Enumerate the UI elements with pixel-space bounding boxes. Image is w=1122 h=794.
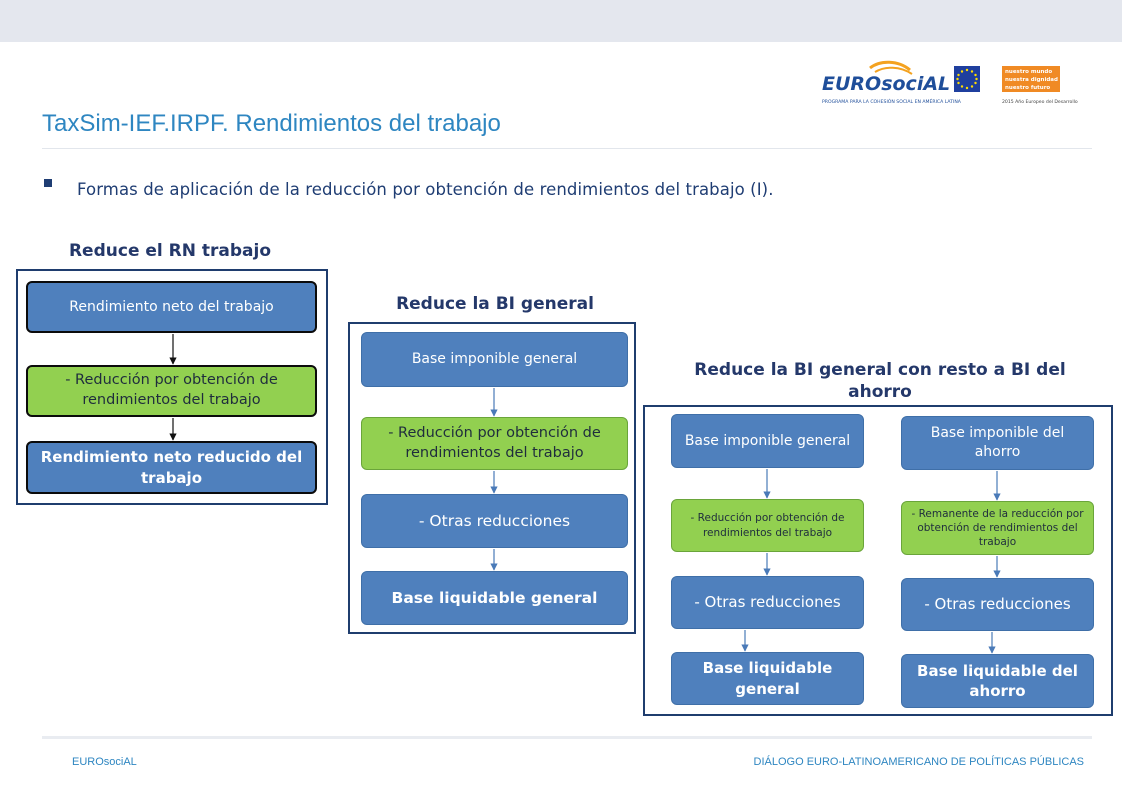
- footer-brand: EUROsociAL: [72, 756, 137, 768]
- section-bia-title: Reduce la BI general con resto a BI del ahorro: [694, 360, 1066, 402]
- logo-badge-line-1: nuestro mundo: [1005, 69, 1053, 75]
- bia-left-box-base-liquidable: Base liquidable general: [671, 652, 864, 705]
- bia-right-box-remanente: - Remanente de la reducción por obtención de rendimientos del trabajo: [901, 501, 1094, 555]
- section-bi-title: Reduce la BI general: [396, 294, 594, 314]
- bi-box-otras-reducciones: - Otras reducciones: [361, 494, 628, 548]
- rn-box-reduccion: - Reducción por obtención de rendimientos del trabajo: [26, 365, 317, 417]
- logo-badge-line-3: nuestro futuro: [1005, 85, 1051, 91]
- page-title: TaxSim-IEF.IRPF. Rendimientos del trabajo: [42, 110, 501, 137]
- section-rn-title: Reduce el RN trabajo: [68, 241, 272, 261]
- logo-year-text: 2015 Año Europeo del Desarrollo: [1002, 100, 1078, 105]
- footer-tagline: DIÁLOGO EURO-LATINOAMERICANO DE POLÍTICAS PÚBLICAS: [753, 756, 1084, 768]
- logo-badge-line-2: nuestra dignidad: [1005, 77, 1058, 83]
- bi-box-reduccion: - Reducción por obtención de rendimientos del trabajo: [361, 417, 628, 470]
- bia-left-box-reduccion: - Reducción por obtención de rendimientos del trabajo: [671, 499, 864, 552]
- footer-divider: [42, 736, 1092, 739]
- rn-box-rendimiento-neto: Rendimiento neto del trabajo: [26, 281, 317, 333]
- bia-right-box-base-imponible-ahorro: Base imponible del ahorro: [901, 416, 1094, 470]
- logo-brand-text: EUROsociAL: [822, 73, 951, 95]
- bia-right-box-otras-reducciones: - Otras reducciones: [901, 578, 1094, 631]
- bia-left-box-base-imponible: Base imponible general: [671, 414, 864, 468]
- bi-box-base-imponible: Base imponible general: [361, 332, 628, 387]
- bia-left-box-otras-reducciones: - Otras reducciones: [671, 576, 864, 629]
- rn-box-rendimiento-reducido: Rendimiento neto reducido del trabajo: [26, 441, 317, 494]
- logo-tagline: PROGRAMA PARA LA COHESIÓN SOCIAL EN AMÉRICA LATINA: [822, 100, 961, 105]
- bullet-text: Formas de aplicación de la reducción por obtención de rendimientos del trabajo (I).: [77, 180, 774, 199]
- bi-box-base-liquidable: Base liquidable general: [361, 571, 628, 625]
- bia-right-box-base-liquidable-ahorro: Base liquidable del ahorro: [901, 654, 1094, 708]
